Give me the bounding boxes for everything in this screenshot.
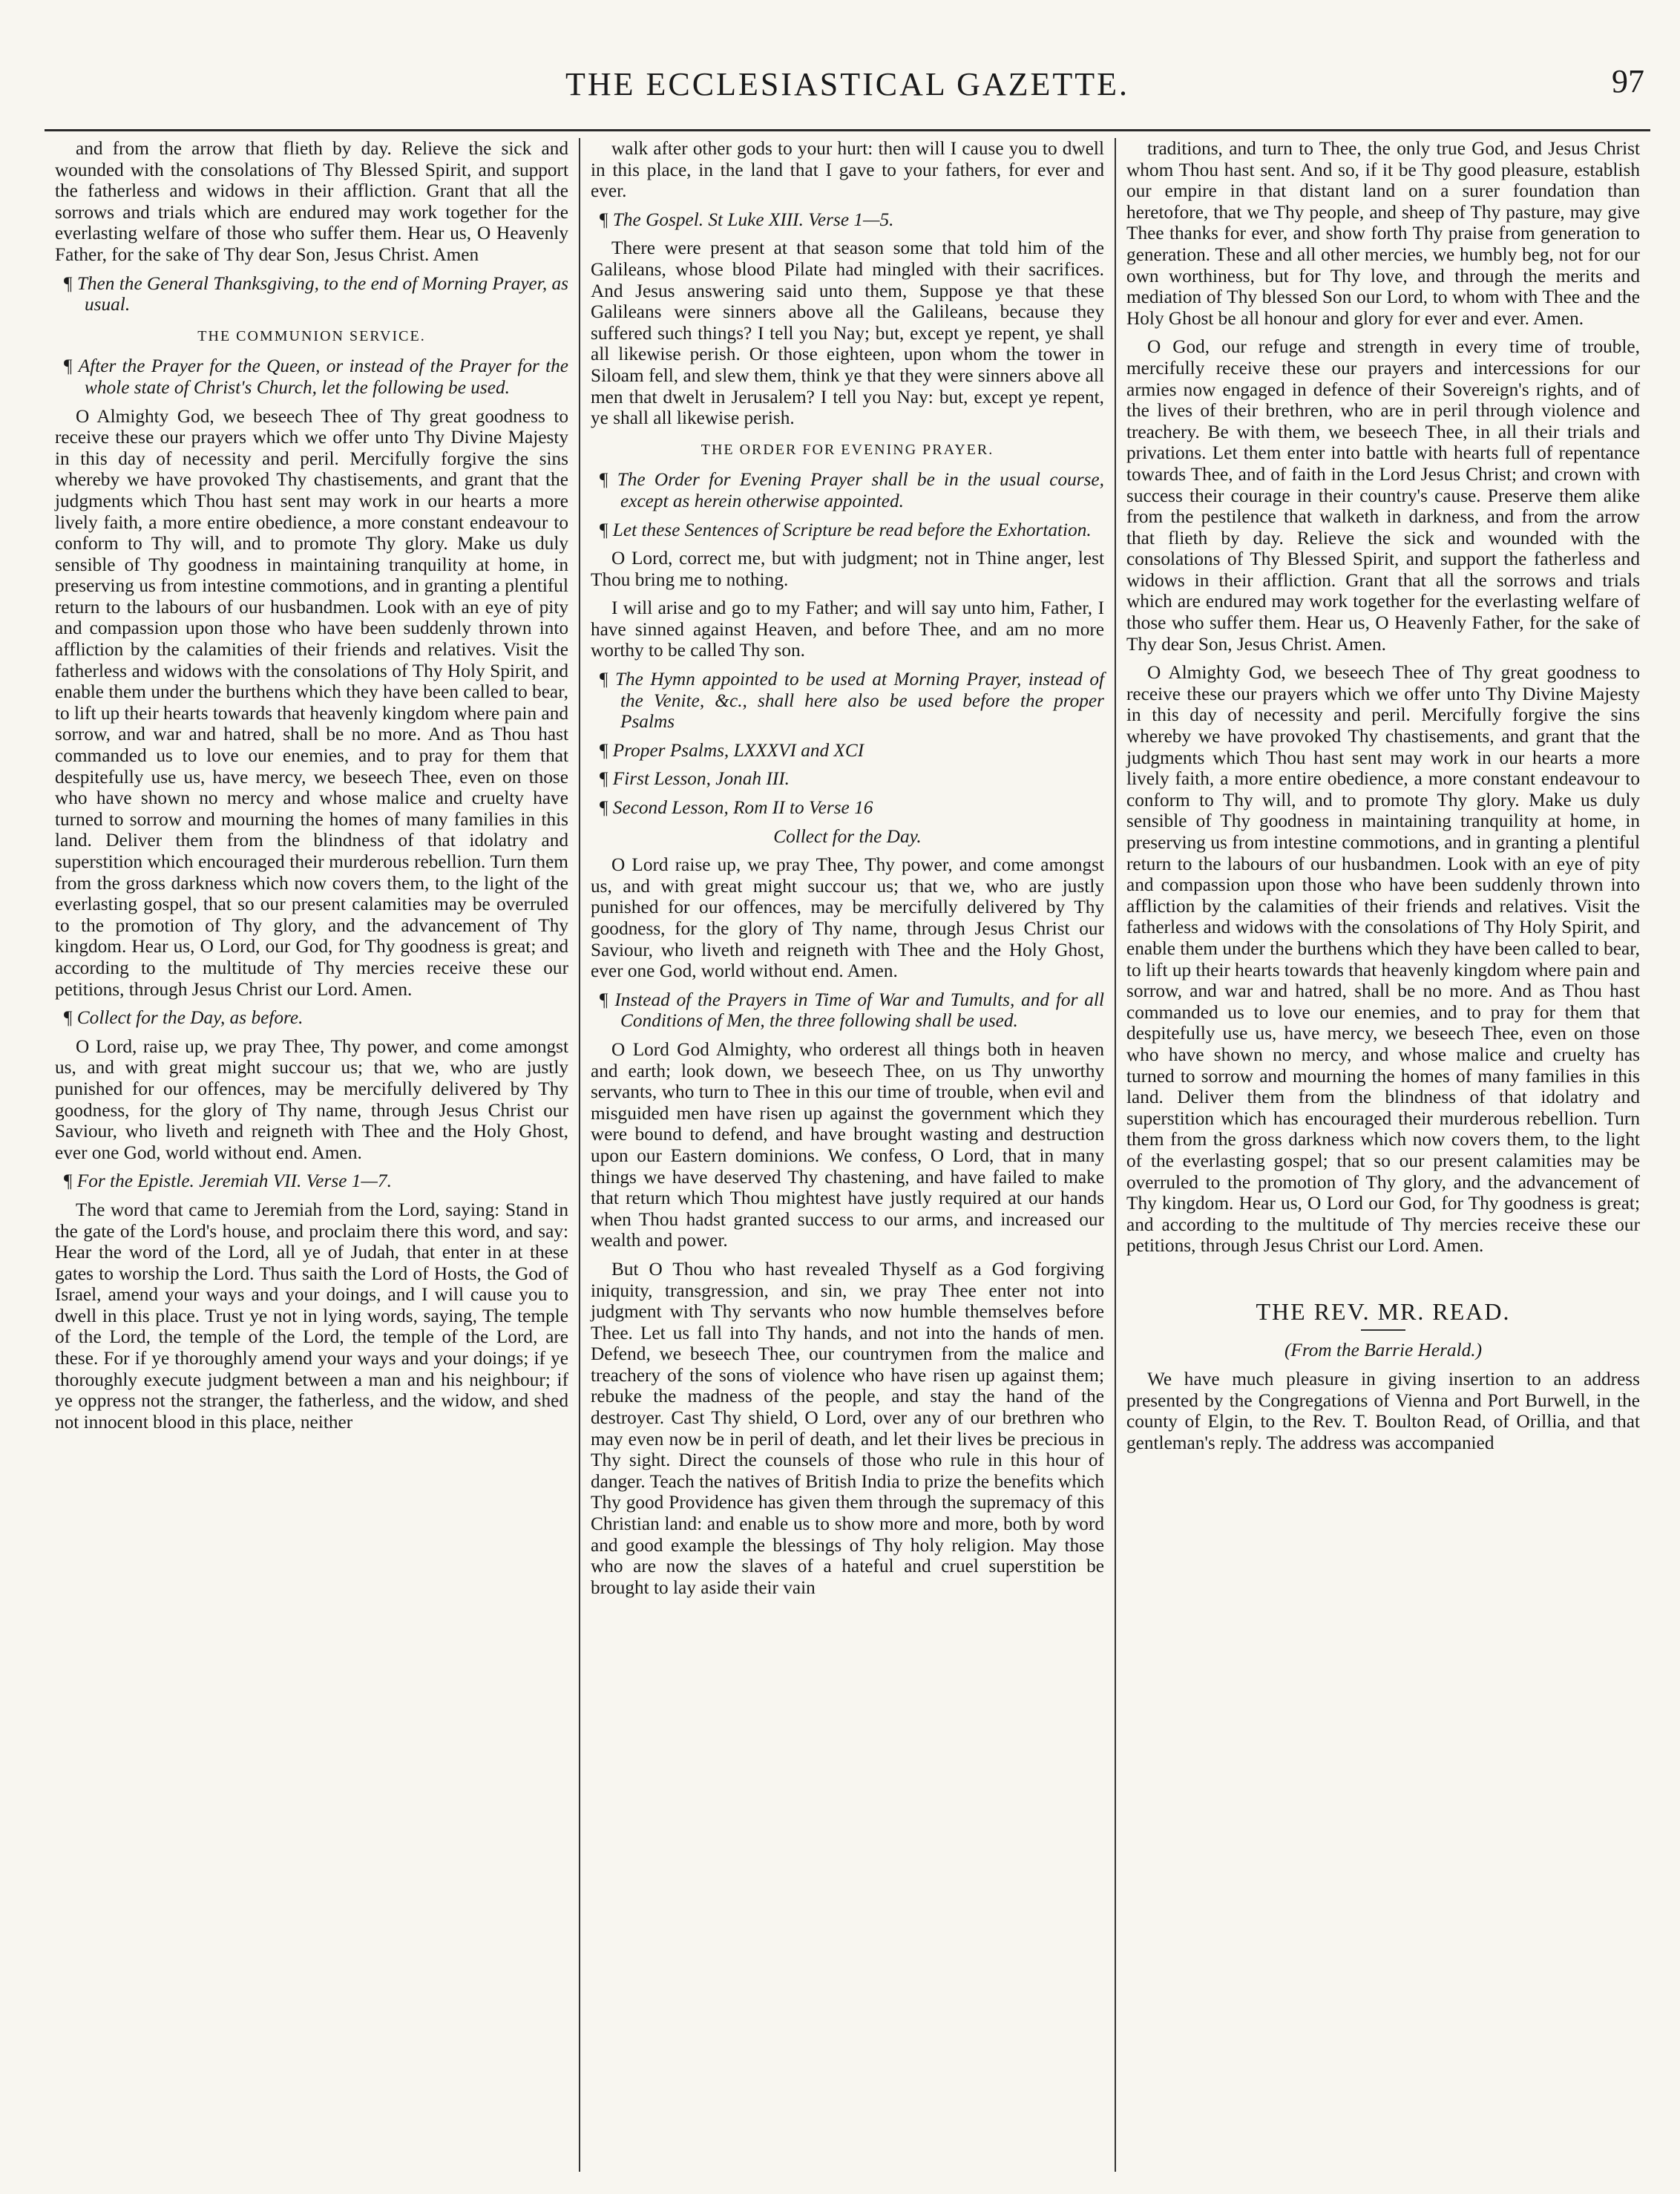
- scripture-sentence: O Lord, correct me, but with judgment; not in Thine anger, lest Thou bring me to nothing.: [591, 548, 1104, 590]
- columns: [45, 138, 1650, 2172]
- article-source: (From the Barrie Herald.): [1284, 1340, 1483, 1361]
- prayer-paragraph: and from the arrow that flieth by day. Relieve the sick and wounded with the consolations of Thy Blessed Spirit, and support the fatherless and widows in their affliction. Grant that all the sorrows and trials which are endured may work together for the everlasting welfare of those who suffer them. Hear us, O Heavenly Father, for the sake of Thy dear Son, Jesus Christ. Amen: [55, 138, 568, 265]
- rubric: ¶ Collect for the Day, as before.: [55, 1007, 568, 1029]
- rubric: ¶ Instead of the Prayers in Time of War and Tumults, and for all Conditions of Men, the three following shall be used.: [591, 989, 1104, 1032]
- prayer-continued: traditions, and turn to Thee, the only true God, and Jesus Christ whom Thou hast sent. And so, if it be Thy good pleasure, establish our empire in that distant land on a surer foundation than heretofore, that we Thy people, and sheep of Thy pasture, may give Thee thanks for ever, and show forth Thy praise from generation to generation. These and all other mercies, we humbly beg, not for our own worthiness, but for Thy love, and through the merits and mediation of Thy blessed Son our Lord, to whom with Thee and the Holy Ghost be all honour and glory for ever and ever. Amen.: [1126, 138, 1640, 329]
- article-title: THE REV. MR. READ.: [1256, 1297, 1511, 1325]
- collect-paragraph: O Lord raise up, we pray Thee, Thy power, and come amongst us, and with great might succour us; that we, who are justly punished for our offences, may be mercifully delivered by Thy goodness, for the glory of Thy name, through Jesus Christ our Saviour, who liveth and reigneth with Thee and the Holy Ghost, ever one God, world without end. Amen.: [591, 854, 1104, 982]
- rubric: ¶ After the Prayer for the Queen, or instead of the Prayer for the whole state of Christ's Church, let the following be used.: [55, 356, 568, 398]
- epistle-paragraph: The word that came to Jeremiah from the Lord, saying: Stand in the gate of the Lord's house, and proclaim there this word, and say: Hear the word of the Lord, all ye of Judah, that enter in at these gates to worship the Lord. Thus saith the Lord of Hosts, the God of Israel, amend your ways and your doings, and I will cause you to dwell in this place. Trust ye not in lying words, saying, The temple of the Lord, the temple of the Lord, the temple of the Lord, are these. For if ye thoroughly amend your ways and your doings; if ye thoroughly execute judgment between a man and his neighbour; if ye oppress not the stranger, the fatherless, and the widow, and shed not innocent blood in this place, neither: [55, 1199, 568, 1432]
- rubric: ¶ First Lesson, Jonah III.: [591, 768, 1104, 790]
- gospel-paragraph: There were present at that season some that told him of the Galileans, whose blood Pilate had mingled with their sacrifices. And Jesus answering said unto them, Suppose ye that these Galileans were sinners above all the Galileans, because they suffered such things? I tell you Nay; but, except ye repent, ye shall all likewise perish. Or those eighteen, upon whom the tower in Siloam fell, and slew them, think ye that they were sinners above all men that dwelt in Jerusalem? I tell you Nay: but, except ye repent, ye shall all likewise perish.: [591, 238, 1104, 429]
- column-3: [1115, 138, 1650, 2172]
- prayer-paragraph: O Almighty God, we beseech Thee of Thy great goodness to receive these our prayers which we offer unto Thy Divine Majesty in this day of necessity and peril. Mercifully forgive the sins whereby we have provoked Thy chastisements, and grant that the judgments which Thou hast sent may work in our hearts a more lively faith, a more entire obedience, a more constant endeavour to conform to Thy will, and to promote Thy glory. Make us duly sensible of Thy goodness in maintaining tranquility at home, in preserving us from intestine commotions, and in granting a plentiful return to the labours of our husbandmen. Look with an eye of pity and compassion upon those who have been suddenly thrown into affliction by the calamities of their friends and relatives. Visit the fatherless and widows with the consolations of Thy Holy Spirit, and enable them under the burthens which they have been called to bear, to lift up their hearts towards that heavenly kingdom where pain and sorrow, and war and hatred, shall be no more. And as Thou hast commanded us to love our enemies, and to pray for them that despitefully use us, have mercy, we beseech Thee, even on those who have shown no mercy, and whose malice and cruelty has turned to sorrow and mourning the homes of many families in this land. Deliver them from the blindness of that idolatry and superstition which has encouraged their murderous rebellion. Turn them from the gross darkness which now covers them, to the light of the everlasting gospel; that so our present calamities may be overruled to the promotion of Thy glory, and the advancement of Thy kingdom. Hear us, O Lord our God, for Thy goodness is great; and according to the multitude of Thy mercies receive these our petitions, through Jesus Christ our Lord. Amen.: [1126, 662, 1640, 1257]
- prayer-paragraph: But O Thou who hast revealed Thyself as a God forgiving iniquity, transgression, and sin, we pray Thee enter not into judgment with Thy servants who now humble themselves before Thee. Let us fall into Thy hands, and not into the hands of men. Defend, we beseech Thee, our countrymen from the malice and treachery of the sons of violence who have risen up against them; rebuke the madness of the people, and stay the hand of the destroyer. Cast Thy shield, O Lord, over any of our brethren who may even now be in peril of death, and let their lives be precious in Thy sight. Direct the counsels of those who rule in this hour of danger. Teach the natives of British India to prize the benefits which Thy good Providence has given them through the supremacy of this Christian land: and enable us to show more and more, both by word and good example the blessings of Thy holy religion. May those who are now the slaves of a hateful and cruel superstition be brought to lay aside their vain: [591, 1258, 1104, 1598]
- column-1: [45, 138, 579, 2172]
- column-2: [579, 138, 1115, 2172]
- epistle-continued: walk after other gods to your hurt: then will I cause you to dwell in this place, in the land that I gave to your fathers, for ever and ever.: [591, 138, 1104, 202]
- section-heading: THE ORDER FOR EVENING PRAYER.: [700, 441, 994, 458]
- rubric: ¶ Proper Psalms, LXXXVI and XCI: [591, 740, 1104, 762]
- prayer-paragraph: O Lord God Almighty, who orderest all things both in heaven and earth; look down, we beseech Thee, on us Thy unworthy servants, who turn to Thee in this our time of trouble, when evil and misguided men have risen up against the government which they were bound to defend, and have brought wasting and destruction upon our Eastern dominions. We confess, O Lord, that in many things we have deserved Thy chastening, and have failed to make that return which Thou mightest have justly required at our hands when Thou hadst granted success to our arms, and increased our wealth and power.: [591, 1038, 1104, 1251]
- title-rule: [1361, 1329, 1405, 1331]
- scripture-sentence: I will arise and go to my Father; and will say unto him, Father, I have sinned against Heaven, and before Thee, and am no more worthy to be called Thy son.: [591, 597, 1104, 661]
- rubric: ¶ Let these Sentences of Scripture be read before the Exhortation.: [591, 520, 1104, 541]
- rubric: ¶ Then the General Thanksgiving, to the end of Morning Prayer, as usual.: [55, 273, 568, 315]
- collect-paragraph: O Lord, raise up, we pray Thee, Thy power, and come amongst us, and with great might succour us; that we, who are justly punished for our offences, may be mercifully delivered by Thy goodness, for the glory of Thy name, through Jesus Christ our Saviour, who liveth and reigneth with Thee and the Holy Ghost, ever one God, world without end. Amen.: [55, 1035, 568, 1163]
- rubric: ¶ The Order for Evening Prayer shall be in the usual course, except as herein otherwise appointed.: [591, 469, 1104, 511]
- rubric: ¶ The Gospel. St Luke XIII. Verse 1—5.: [591, 209, 1104, 231]
- rubric: ¶ Second Lesson, Rom II to Verse 16: [591, 797, 1104, 819]
- page-number: 97: [1612, 63, 1644, 99]
- rubric: ¶ For the Epistle. Jeremiah VII. Verse 1—7.: [55, 1170, 568, 1192]
- prayer-paragraph: O God, our refuge and strength in every time of trouble, mercifully receive these our prayers and intercessions for our armies now engaged in defence of their Sovereign's rights, and of the lives of their brethren, who are in peril through violence and treachery. Be with them, we beseech Thee, in all their trials and privations. Let them enter into battle with hearts full of repentance towards Thee, and of faith in the Lord Jesus Christ; and crown with success their courage in their country's cause. Preserve them alike from the pestilence that walketh in darkness, and from the arrow that flieth by day. Relieve the sick and wounded with the consolations of Thy Blessed Spirit, and support the fatherless and widows in their affliction. Grant that all the sorrows and trials which are endured may work together for the everlasting welfare of those who suffer them. Hear us, O Heavenly Father, for the sake of Thy dear Son, Jesus Christ. Amen.: [1126, 336, 1640, 655]
- publication-title: THE ECCLESIASTICAL GAZETTE.: [565, 66, 1130, 102]
- collect-heading: Collect for the Day.: [773, 825, 922, 847]
- section-heading: THE COMMUNION SERVICE.: [197, 327, 426, 344]
- prayer-paragraph: O Almighty God, we beseech Thee of Thy great goodness to receive these our prayers which we offer unto Thy Divine Majesty in this day of necessity and peril. Mercifully forgive the sins whereby we have provoked Thy chastisements, and grant that the judgments which Thou hast sent may work in our hearts a more lively faith, a more entire obedience, a more constant endeavour to conform to Thy will, and to promote Thy glory. Make us duly sensible of Thy goodness in maintaining tranquility at home, in preserving us from intestine commotions, and in granting a plentiful return to the labours of our husbandmen. Look with an eye of pity and compassion upon those who have been suddenly thrown into affliction by the calamities of their friends and relatives. Visit the fatherless and widows with the consolations of Thy Holy Spirit, and enable them under the burthens which they have been called to bear, to lift up their hearts towards that heavenly kingdom where pain and sorrow, and war and hatred, shall be no more. And as Thou hast commanded us to love our enemies, and to pray for them that despitefully use us, have mercy, we beseech Thee, even on those who have shown no mercy and whose malice and cruelty have turned to sorrow and mourning the homes of many families in this land. Deliver them from the blindness of that idolatry and superstition which encouraged their murderous rebellion. Turn them from the gross darkness which now covers them, to the light of the everlasting gospel, that so our present calamities may be overruled to the promotion of Thy glory, and the advancement of Thy kingdom. Hear us, O Lord, our God, for Thy goodness is great; and according to the multitude of Thy mercies receive these our petitions, through Jesus Christ our Lord. Amen.: [55, 405, 568, 1000]
- article-paragraph: We have much pleasure in giving insertion to an address presented by the Congregations of Vienna and Port Burwell, in the county of Elgin, to the Rev. T. Boulton Read, of Orillia, and that gentleman's reply. The address was accompanied: [1126, 1369, 1640, 1453]
- masthead: [45, 58, 1650, 131]
- rubric: ¶ The Hymn appointed to be used at Morning Prayer, instead of the Venite, &c., shall here also be used before the proper Psalms: [591, 669, 1104, 733]
